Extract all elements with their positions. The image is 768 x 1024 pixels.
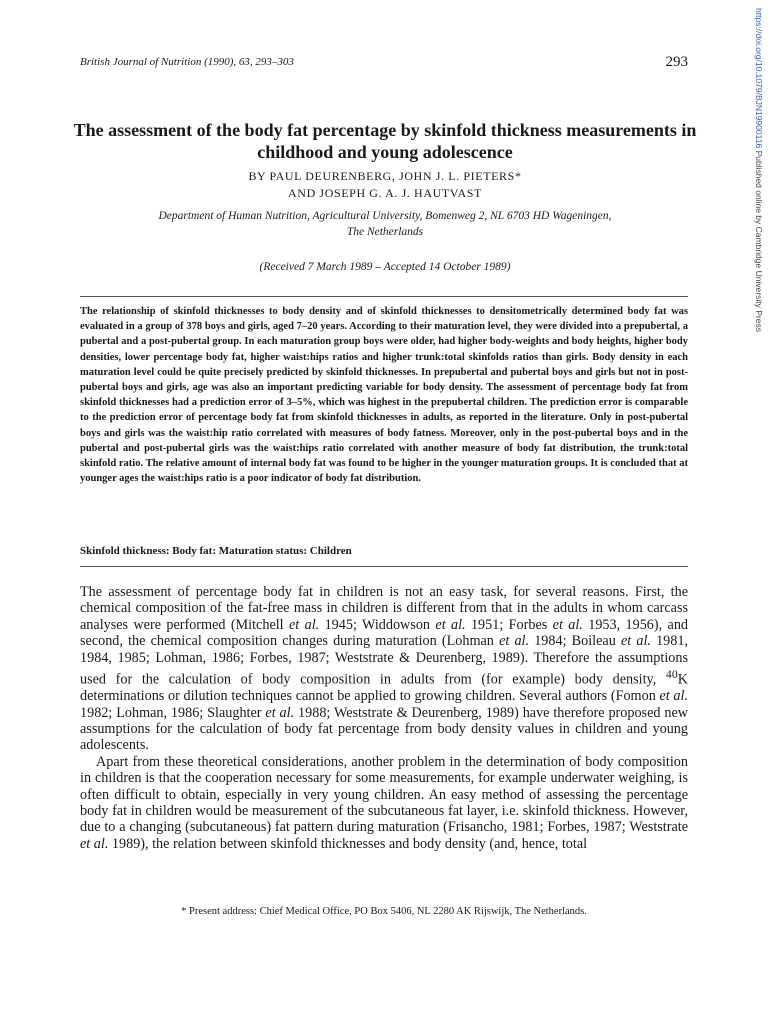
doi-link[interactable]: https://doi.org/10.1079/BJN19900116	[754, 8, 764, 149]
authors-line-1: BY PAUL DEURENBERG, JOHN J. L. PIETERS*	[248, 169, 522, 183]
text-run-italic: et al.	[80, 835, 109, 852]
affiliation	[70, 208, 700, 240]
text-run: 1984; Boileau	[529, 633, 621, 650]
received-dates: (Received 7 March 1989 – Accepted 14 October 1989)	[259, 261, 511, 273]
text-run-italic: et al.	[435, 616, 466, 633]
author-list	[70, 168, 700, 202]
page-number: 293	[665, 54, 688, 70]
text-run-italic: et al.	[499, 633, 530, 650]
side-publication-note	[750, 8, 764, 568]
text-run: K determinations or dilution techniques cannot be applied to growing children. Several authors (Fomon	[80, 671, 688, 705]
text-run-italic: et al.	[552, 616, 583, 633]
text-run-italic: et al.	[620, 633, 651, 650]
body-paragraph-2	[80, 754, 688, 852]
text-run: 1989), the relation between skinfold thicknesses and body density (and, hence, total	[108, 835, 588, 852]
abstract-bottom-rule	[80, 566, 688, 567]
text-run: 1953, 1956), and second, the chemical composition changes during maturation (Lohman	[80, 616, 689, 650]
affiliation-line-1: Department of Human Nutrition, Agricultural University, Bomenweg 2, NL 6703 HD Wageningen,	[158, 210, 612, 222]
keywords: Skinfold thickness: Body fat: Maturation status: Children	[80, 545, 352, 557]
affiliation-line-2: The Netherlands	[346, 226, 424, 238]
text-run: 1982; Lohman, 1986; Slaughter	[80, 704, 266, 721]
superscript: 40	[665, 667, 678, 682]
text-run: The assessment of percentage body fat in children is not an easy task, for several reasons. First, the chemical composition of the fat-free mass in children is different from that in the adults in whom carcass analyses were performed (Mitchell	[80, 584, 688, 633]
text-run-italic: et al.	[289, 616, 320, 633]
text-run-italic: et al.	[659, 688, 688, 705]
authors-line-2: AND JOSEPH G. A. J. HAUTVAST	[288, 186, 482, 200]
abstract: The relationship of skinfold thicknesses to body density and of skinfold thicknesses to densitometrically determined body fat was evaluated in a group of 378 boys and girls, aged 7–20 years. According to their maturation level, they were divided into a prepubertal, a pubertal and a post-pubertal group. In each maturation group boys were older, had higher body-weights and body heights, higher body densities, lower percentage body fat, higher waist:hips ratios and higher trunk:total skinfolds ratios than girls. Body density in each maturation level could be quite precisely predicted by skinfold thicknesses. In prepubertal and pubertal boys and girls but not in post-pubertal boys and girls, age was also an important predicting variable for body density. The assessment of percentage body fat from skinfold thicknesses had a prediction error of 3–5%, which was highest in the prepubertal children. The prediction error is comparable to the prediction error of percentage body fat from skinfold thicknesses in adults, as reported in the literature. Only in post-pubertal boys and girls was the waist:hip ratio correlated with measures of body fatness. Moreover, only in the post-pubertal boys and in the pubertal and post-pubertal girls was the waist:hips ratio correlated with another measure of body fat distribution, the trunk:total skinfold ratio. The relative amount of internal body fat was found to be higher in the younger maturation groups. It is concluded that at younger ages the waist:hips ratio is a poor indicator of body fat distribution.	[80, 306, 688, 485]
text-run: 1981, 1984, 1985; Lohman, 1986; Forbes, 1987; Weststrate & Deurenberg, 1989). Therefore the assumptions used for the calculation of body composition in adults from (for example) body density,	[80, 633, 689, 688]
text-run: 1945; Widdowson	[319, 616, 436, 633]
article-title: The assessment of the body fat percentage by skinfold thickness measurements in childhood and young adolescence	[73, 120, 697, 162]
footnote: * Present address: Chief Medical Office, PO Box 5406, NL 2280 AK Rijswijk, The Netherlands.	[181, 906, 587, 917]
publisher-note: Published online by Cambridge University Press	[754, 148, 764, 332]
text-run-italic: et al.	[265, 704, 295, 721]
text-run: Apart from these theoretical considerations, another problem in the determination of body composition in children is that the cooperation necessary for some measurements, for example underwater weighing, is often difficult to obtain, especially in very young children. An easy method of assessing the percentage body fat in children would be measurement of the subcutaneous fat layer, i.e. skinfold thickness. However, due to a changing (subcutaneous) fat pattern during maturation (Frisancho, 1981; Forbes, 1987; Weststrate	[80, 753, 688, 836]
body-paragraph-1	[80, 584, 688, 754]
journal-citation: British Journal of Nutrition (1990), 63, 293–303	[80, 56, 294, 68]
text-run: 1988; Weststrate & Deurenberg, 1989) have therefore proposed new assumptions for the calculation of body fat percentage from body density values in children and young adolescents.	[80, 704, 688, 754]
abstract-top-rule	[80, 296, 688, 297]
body-text	[80, 584, 688, 852]
text-run: 1951; Forbes	[465, 616, 553, 633]
